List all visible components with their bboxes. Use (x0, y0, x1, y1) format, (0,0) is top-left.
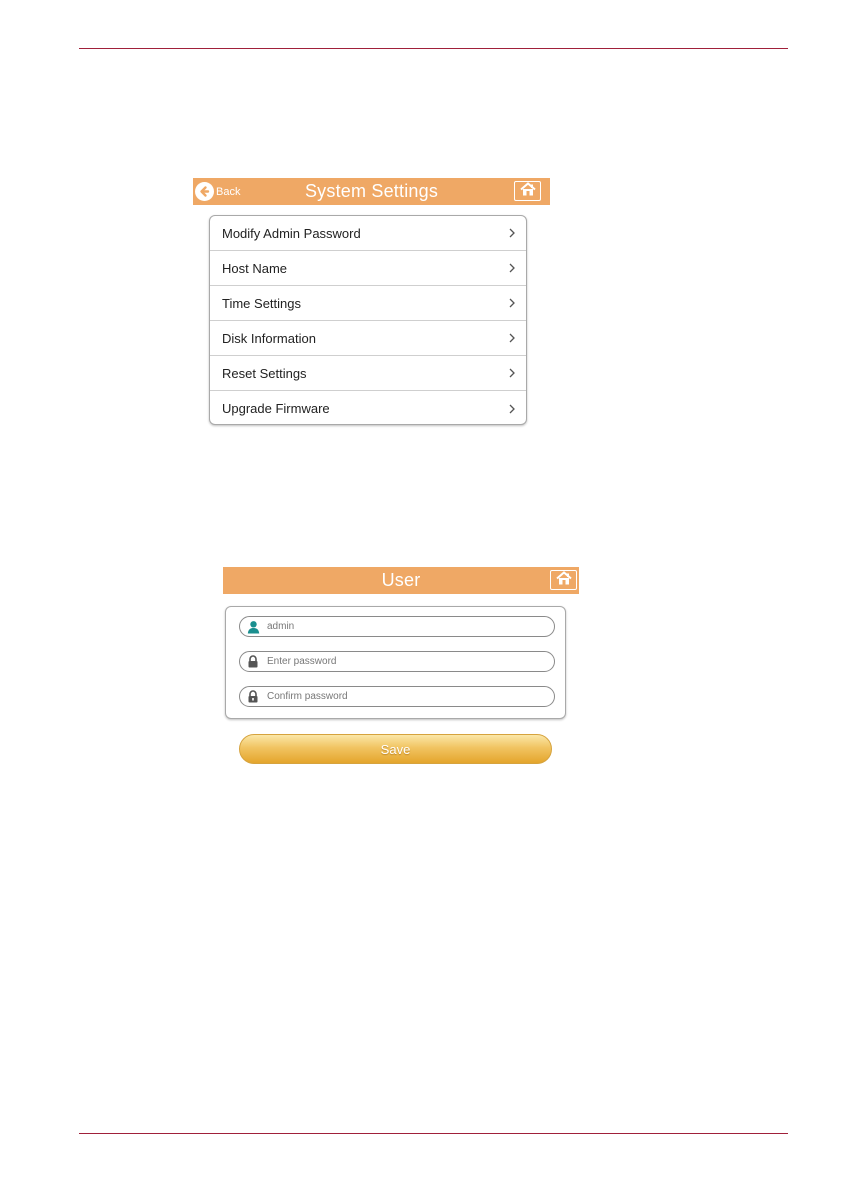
settings-item-label: Modify Admin Password (222, 225, 361, 241)
settings-item-label: Host Name (222, 260, 288, 276)
username-input[interactable] (267, 621, 537, 632)
settings-list (209, 215, 527, 425)
home-icon (519, 182, 537, 201)
username-field-container (239, 616, 555, 637)
settings-item-disk-information[interactable] (210, 321, 526, 356)
bottom-rule (79, 1133, 788, 1134)
password-input[interactable] (267, 656, 537, 667)
settings-item-upgrade-firmware[interactable] (210, 391, 526, 425)
settings-item-modify-admin-password[interactable] (210, 216, 526, 251)
top-rule (79, 48, 788, 49)
chevron-right-icon (508, 297, 516, 309)
settings-item-reset-settings[interactable] (210, 356, 526, 391)
settings-item-label: Upgrade Firmware (222, 401, 330, 416)
home-button[interactable] (514, 181, 541, 201)
lock-icon (246, 690, 260, 704)
back-button[interactable] (195, 181, 240, 202)
confirm-password-input[interactable] (267, 691, 537, 702)
chevron-right-icon (508, 332, 516, 344)
chevron-right-icon (508, 262, 516, 274)
home-button[interactable] (550, 570, 577, 590)
back-arrow-icon (195, 182, 214, 201)
confirm-password-field-container (239, 686, 555, 707)
back-label: Back (216, 185, 241, 198)
chevron-right-icon (508, 403, 516, 415)
settings-item-host-name[interactable] (210, 251, 526, 286)
user-form (225, 606, 566, 719)
settings-item-label: Time Settings (222, 295, 301, 311)
password-field-container (239, 651, 555, 672)
user-page-title: User (381, 570, 421, 590)
settings-item-label: Reset Settings (222, 365, 307, 381)
user-icon (246, 620, 260, 634)
system-settings-header (193, 178, 550, 205)
page-title: System Settings (304, 181, 439, 201)
settings-item-time-settings[interactable] (210, 286, 526, 321)
user-header (223, 567, 579, 594)
settings-item-label: Disk Information (222, 330, 316, 346)
chevron-right-icon (508, 227, 516, 239)
save-button[interactable]: Save (239, 734, 552, 764)
lock-icon (246, 655, 260, 669)
home-icon (555, 571, 573, 590)
chevron-right-icon (508, 367, 516, 379)
